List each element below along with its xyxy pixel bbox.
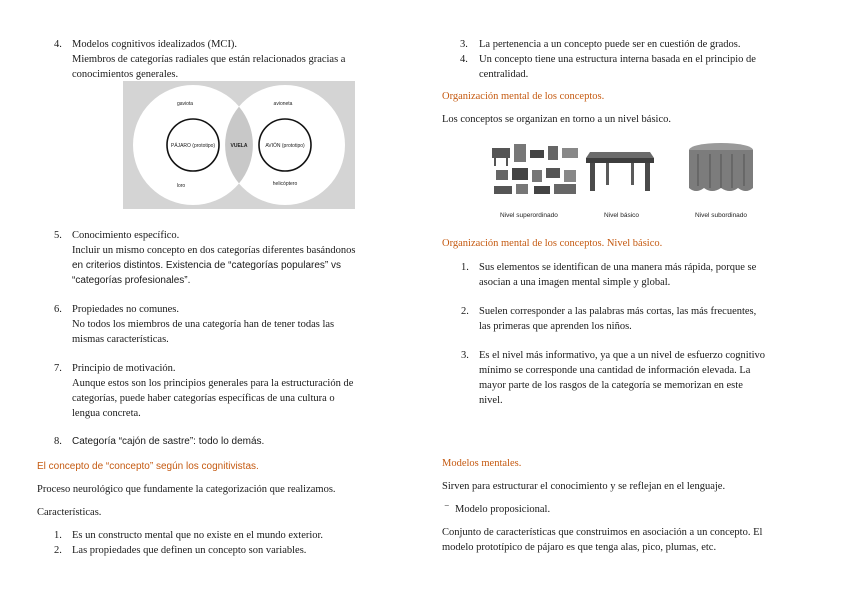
item-title: Propiedades no comunes. bbox=[72, 304, 180, 315]
list-item: mayor parte de los rasgos de la categoría se memorizan en este bbox=[479, 380, 743, 391]
bullet-text: Modelo proposicional. bbox=[455, 504, 551, 515]
item-title: Principio de motivación. bbox=[72, 363, 176, 374]
list-number: 1. bbox=[54, 530, 62, 541]
list-item: Es el nivel más informativo, ya que a un nivel de esfuerzo cognitivo bbox=[479, 350, 766, 361]
section-heading: El concepto de “concepto” según los cognitivistas. bbox=[37, 461, 259, 472]
list-number: 3. bbox=[460, 39, 468, 50]
section-heading: Organización mental de los conceptos. bbox=[442, 91, 605, 102]
list-number: 7. bbox=[54, 363, 62, 374]
item-text: “categorías profesionales”. bbox=[72, 275, 191, 286]
list-item: Un concepto tiene una estructura interna basada en el principio de bbox=[479, 54, 756, 65]
list-item: nivel. bbox=[479, 395, 503, 406]
section-heading: Modelos mentales. bbox=[442, 458, 522, 469]
item-text: No todos los miembros de una categoría han de tener todas las bbox=[72, 319, 335, 330]
label-avion: AVIÓN (prototipo) bbox=[265, 143, 305, 149]
list-number: 6. bbox=[54, 304, 62, 315]
item-title: Modelos cognitivos idealizados (MCI). bbox=[72, 39, 238, 50]
superordinate-furniture-image bbox=[490, 142, 582, 198]
label-loro: loro bbox=[176, 183, 186, 189]
list-item: centralidad. bbox=[479, 69, 529, 80]
list-number: 1. bbox=[461, 262, 469, 273]
item-text: conocimientos generales. bbox=[72, 69, 179, 80]
item-text: Incluir un mismo concepto en dos categorías diferentes basándonos bbox=[72, 245, 356, 256]
label-helicoptero: helicóptero bbox=[272, 181, 298, 187]
list-number: 5. bbox=[54, 230, 62, 241]
list-number: 8. bbox=[54, 436, 62, 447]
label-vuela: VUELA bbox=[230, 143, 248, 149]
label-pajaro: PÁJARO (prototipo) bbox=[170, 143, 216, 149]
item-text: Categoría “cajón de sastre”: todo lo demás. bbox=[72, 436, 265, 447]
bullet-icon: ⁻ bbox=[444, 503, 450, 514]
item-text: Aunque estos son los principios generales para la estructuración de bbox=[72, 378, 354, 389]
level-label-superordinate: Nivel superordinado bbox=[500, 212, 558, 219]
label-avioneta: avioneta bbox=[273, 101, 293, 107]
item-text: en criterios distintos. Existencia de “categorías populares” vs bbox=[72, 260, 342, 271]
paragraph: Conjunto de características que construimos en asociación a un concepto. El bbox=[442, 527, 763, 538]
list-number: 2. bbox=[54, 545, 62, 556]
level-label-subordinate: Nivel subordinado bbox=[695, 212, 748, 219]
paragraph: modelo prototípico de pájaro es que tenga alas, pico, plumas, etc. bbox=[442, 542, 717, 553]
list-item: Suelen corresponder a las palabras más cortas, las más frecuentes, bbox=[479, 306, 757, 317]
list-item: asocian a una imagen mental simple y global. bbox=[479, 277, 671, 288]
item-text: mismas características. bbox=[72, 334, 169, 345]
paragraph: Sirven para estructurar el conocimiento y se reflejan en el lenguaje. bbox=[442, 481, 726, 492]
list-number: 2. bbox=[461, 306, 469, 317]
list-number: 4. bbox=[54, 39, 62, 50]
item-title: Conocimiento específico. bbox=[72, 230, 180, 241]
paragraph: Los conceptos se organizan en torno a un nivel básico. bbox=[442, 114, 671, 125]
subordinate-table-image bbox=[686, 140, 756, 198]
basic-table-image bbox=[584, 146, 656, 194]
label-gaviota: gaviota bbox=[176, 101, 194, 107]
list-item: Las propiedades que definen un concepto son variables. bbox=[72, 545, 307, 556]
list-item: La pertenencia a un concepto puede ser en cuestión de grados. bbox=[479, 39, 741, 50]
radial-category-diagram bbox=[123, 81, 355, 209]
item-text: lengua concreta. bbox=[72, 408, 141, 419]
list-item: Es un constructo mental que no existe en el mundo exterior. bbox=[72, 530, 324, 541]
paragraph: Proceso neurológico que fundamente la categorización que realizamos. bbox=[37, 484, 336, 495]
list-number: 4. bbox=[460, 54, 468, 65]
list-item: las primeras que aprenden los niños. bbox=[479, 321, 632, 332]
list-item: Sus elementos se identifican de una manera más rápida, porque se bbox=[479, 262, 757, 273]
level-label-basic: Nivel básico bbox=[604, 212, 640, 219]
list-number: 3. bbox=[461, 350, 469, 361]
item-text: Miembros de categorías radiales que están relacionados gracias a bbox=[72, 54, 346, 65]
item-text: categorías, puede haber categorías específicas de una cultura o bbox=[72, 393, 335, 404]
section-heading: Organización mental de los conceptos. Nivel básico. bbox=[442, 238, 663, 249]
paragraph: Características. bbox=[37, 507, 102, 518]
list-item: mínimo se corresponde una cantidad de información elevada. La bbox=[479, 365, 751, 376]
